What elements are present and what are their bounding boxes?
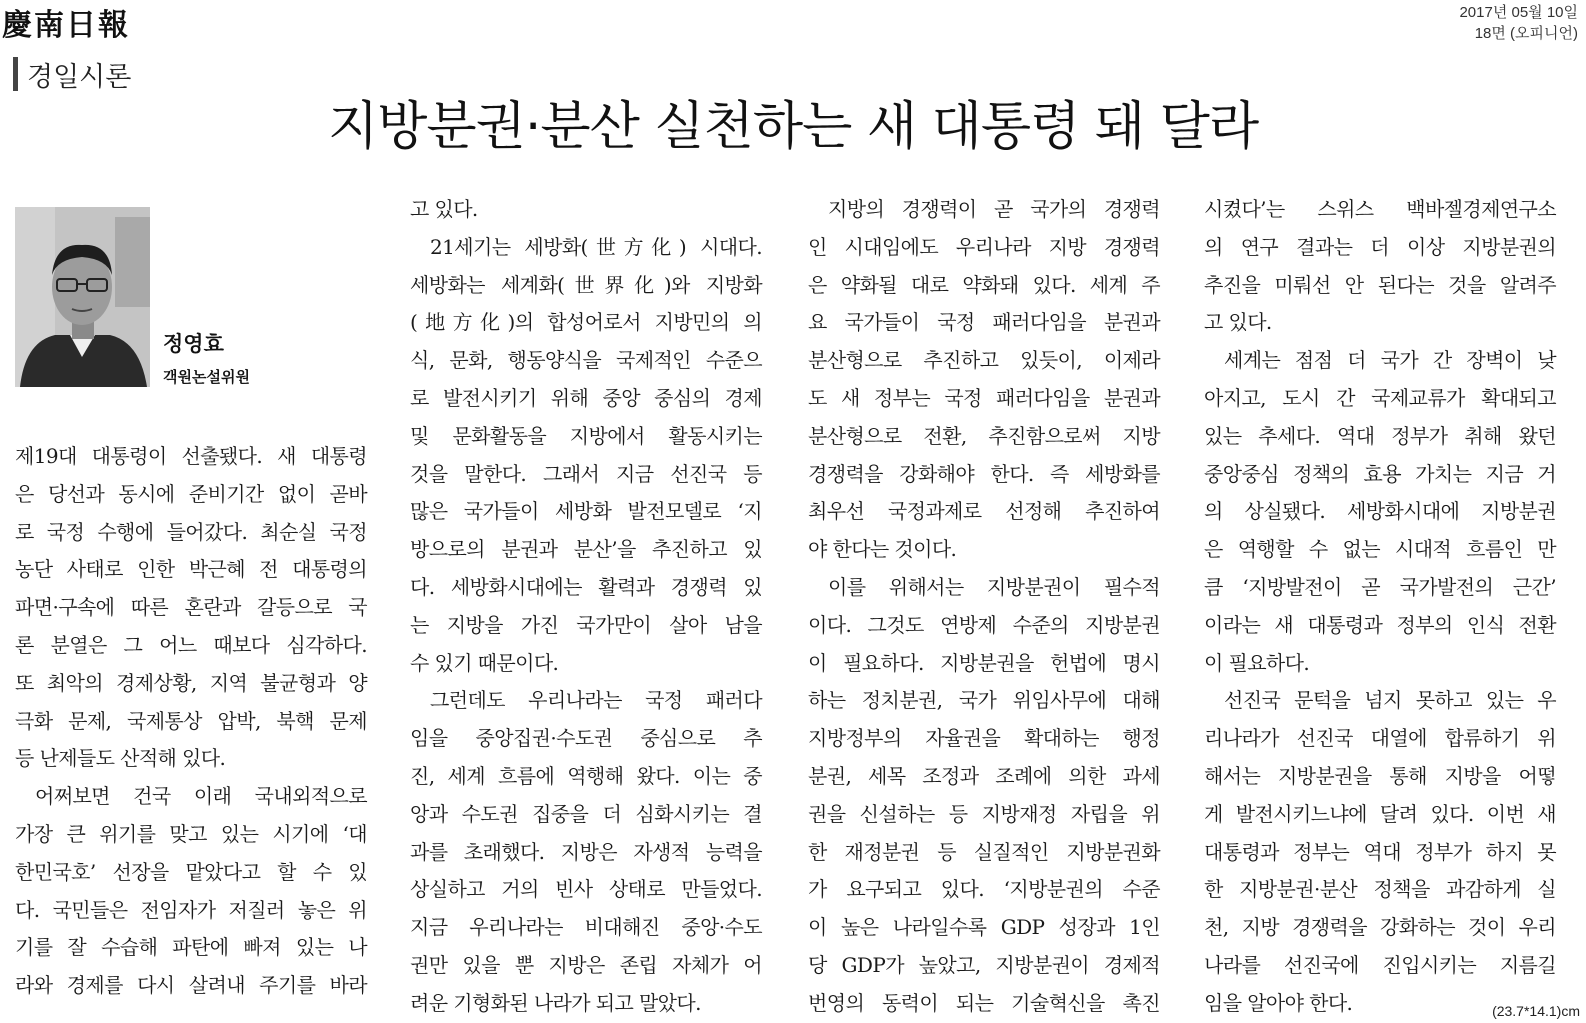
article-line: 로 국정 수행에 들어갔다. 최순실 국정 (15, 519, 367, 544)
article-line: 앙과 수도권 집중을 더 심화시키는 결 (410, 801, 762, 826)
article-line: 지방정부의 자율권을 확대하는 행정 (808, 726, 1160, 751)
article-line: 경쟁력을 강화해야 한다. 즉 세방화를 (808, 461, 1160, 486)
article-line: 한민국호’ 선장을 맡았다고 할 수 있 (15, 859, 367, 884)
article-line: 제19대 대통령이 선출됐다. 새 대통령 (15, 444, 367, 468)
article-line: 의 연구 결과는 더 이상 지방분권의 (1204, 234, 1556, 259)
article-line: 의 상실됐다. 세방화시대에 지방분권 (1204, 499, 1556, 524)
article-line: 은 당선과 동시에 준비기간 없이 곧바 (15, 481, 367, 506)
article-line: 리나라가 선진국 대열에 합류하기 위 (1204, 726, 1556, 751)
article-column-1 (15, 438, 367, 1005)
article-line: 큼 ‘지방발전이 곧 국가발전의 근간’ (1204, 574, 1556, 599)
article-line: 당 GDP가 높았고, 지방분권이 경제적 (808, 952, 1160, 977)
article-column-4 (1204, 191, 1556, 1023)
article-line: 있는 추세다. 역대 정부가 취해 왔던 (1204, 423, 1556, 448)
article-line: 또 최악의 경제상황, 지역 불균형과 양 (15, 670, 367, 695)
article-line: 것을 말한다. 그래서 지금 선진국 등 (410, 461, 762, 486)
article-line: 는 지방을 가진 국가만이 살아 남을 (410, 612, 762, 637)
article-line: 방으로의 분권과 분산’을 추진하고 있 (410, 537, 762, 562)
article-line: 지금 우리나라는 비대해진 중앙·수도 (410, 915, 762, 940)
article-line: 지방의 경쟁력이 곧 국가의 경쟁력 (828, 197, 1160, 221)
article-line: 상실하고 거의 빈사 상태로 만들었다. (410, 877, 762, 902)
article-line: 선진국 문턱을 넘지 못하고 있는 우 (1224, 688, 1556, 713)
article-line: 세계는 점점 더 국가 간 장벽이 낮 (1224, 348, 1556, 373)
article-line: 야 한다는 것이다. (808, 537, 957, 562)
publication-meta (1459, 2, 1578, 44)
article-line: 도 새 정부는 국정 패러다임을 분권과 (808, 385, 1160, 410)
article-line: 천, 지방 경쟁력을 강화하는 것이 우리 (1204, 915, 1556, 940)
article-line: 식, 문화, 행동양식을 국제적인 수준으 (410, 348, 762, 373)
page-section: 18면 (오피니언) (1474, 25, 1578, 42)
article-line: 세방화는 세계화(世界化)와 지방화 (410, 272, 762, 297)
article-line: 분산형으로 전환, 추진함으로써 지방 (808, 423, 1160, 448)
article-line: 다. 국민들은 전임자가 저질러 놓은 위 (15, 897, 367, 922)
article-line: 다. 세방화시대에는 활력과 경쟁력 있 (410, 574, 762, 599)
article-line: 은 약화될 대로 약화돼 있다. 세계 주 (808, 272, 1160, 297)
article-line: 수 있기 때문이다. (410, 650, 559, 675)
article-line: 하는 정치분권, 국가 위임사무에 대해 (808, 688, 1160, 713)
article-line: 고 있다. (410, 197, 478, 221)
article-line: 로 발전시키기 위해 중앙 중심의 경제 (410, 385, 762, 410)
article-line: 나라를 선진국에 진입시키는 지름길 (1204, 952, 1556, 977)
article-line: 번영의 동력이 되는 기술혁신을 촉진 (808, 990, 1160, 1015)
article-line: 농단 사태로 인한 박근혜 전 대통령의 (15, 557, 367, 582)
article-line: 과를 초래했다. 지방은 자생적 능력을 (410, 839, 762, 864)
article-line: 권만 있을 뿐 지방은 존립 자체가 어 (410, 952, 762, 977)
article-line: 어쩌보면 건국 이래 국내외적으로 (35, 784, 367, 809)
article-line: 분산형으로 추진하고 있듯이, 이제라 (808, 348, 1160, 373)
article-line: 해서는 지방분권을 통해 지방을 어떻 (1204, 763, 1556, 788)
article-line: 가 요구되고 있다. ‘지방분권의 수준 (808, 877, 1160, 902)
article-line: 추진을 미뤄선 안 된다는 것을 알려주 (1204, 272, 1556, 297)
article-line: 고 있다. (1204, 310, 1272, 335)
article-line: 기를 잘 수습해 파탄에 빠져 있는 나 (15, 935, 367, 960)
article-line: 그런데도 우리나라는 국정 패러다 (430, 688, 762, 713)
article-line: 파면·구속에 따른 혼란과 갈등으로 국 (15, 595, 367, 620)
article-line: 이 필요하다. 지방분권을 헌법에 명시 (808, 650, 1160, 675)
article-line: 요 국가들이 국정 패러다임을 분권과 (808, 310, 1160, 335)
article-line: 가장 큰 위기를 맞고 있는 시기에 ‘대 (15, 821, 367, 846)
article-line: 21세기는 세방화(世方化) 시대다. (430, 234, 762, 259)
article-line: 임을 중앙집권·수도권 중심으로 추 (410, 726, 762, 751)
article-line: 이를 위해서는 지방분권이 필수적 (828, 574, 1160, 599)
publication-date: 2017년 05월 10일 (1459, 4, 1578, 21)
article-line: 게 발전시키느냐에 달려 있다. 이번 새 (1204, 801, 1556, 826)
article-line: 이다. 그것도 연방제 수준의 지방분권 (808, 612, 1160, 637)
article-line: 대통령과 정부는 역대 정부가 하지 못 (1204, 839, 1556, 864)
article-line: 려운 기형화된 나라가 되고 말았다. (410, 990, 701, 1015)
article-line: 라와 경제를 다시 살려내 주기를 바라 (15, 973, 367, 998)
newspaper-masthead: 慶南日報 (2, 8, 130, 43)
article-line: 분권, 세목 조정과 조례에 의한 과세 (808, 763, 1160, 788)
article-line: (地方化)의 합성어로서 지방민의 의 (410, 310, 762, 335)
article-line: 임을 알아야 한다. (1204, 990, 1353, 1015)
article-size-note: (23.7*14.1)cm (1492, 1003, 1580, 1019)
article-line: 이라는 새 대통령과 정부의 인식 전환 (1204, 612, 1556, 637)
article-line: 진, 세계 흐름에 역행해 왔다. 이는 중 (410, 763, 762, 788)
article-line: 최우선 국정과제로 선정해 추진하여 (808, 499, 1160, 524)
article-line: 인 시대임에도 우리나라 지방 경쟁력 (808, 234, 1160, 259)
article-line: 시켰다’는 스위스 백바젤경제연구소 (1204, 197, 1556, 221)
article-line: 극화 문제, 국제통상 압박, 북핵 문제 (15, 708, 367, 733)
article-line: 중앙중심 정책의 효용 가치는 지금 거 (1204, 461, 1556, 486)
article-line: 한 재정분권 등 실질적인 지방분권화 (808, 839, 1160, 864)
article-line: 은 역행할 수 없는 시대적 흐름인 만 (1204, 537, 1556, 562)
article-column-3 (808, 191, 1160, 1023)
article-column-2 (410, 191, 762, 1023)
article-line: 많은 국가들이 세방화 발전모델로 ‘지 (410, 499, 762, 524)
article-line: 권을 신설하는 등 지방재정 자립을 위 (808, 801, 1160, 826)
author-photo (15, 207, 150, 387)
article-line: 및 문화활동을 지방에서 활동시키는 (410, 423, 762, 448)
article-line: 한 지방분권·분산 정책을 과감하게 실 (1204, 877, 1556, 902)
section-label: 경일시론 (27, 61, 132, 93)
article-line: 아지고, 도시 간 국제교류가 확대되고 (1204, 385, 1556, 410)
article-line: 등 난제들도 산적해 있다. (15, 746, 226, 771)
article-line: 이 높은 나라일수록 GDP 성장과 1인 (808, 915, 1160, 940)
author-title: 객원논설위원 (163, 368, 250, 386)
headline: 지방분권·분산 실천하는 새 대통령 돼 달라 (327, 97, 1259, 157)
author-name: 정영효 (163, 332, 224, 356)
article-line: 론 분열은 그 어느 때보다 심각하다. (15, 632, 367, 657)
article-line: 이 필요하다. (1204, 650, 1310, 675)
